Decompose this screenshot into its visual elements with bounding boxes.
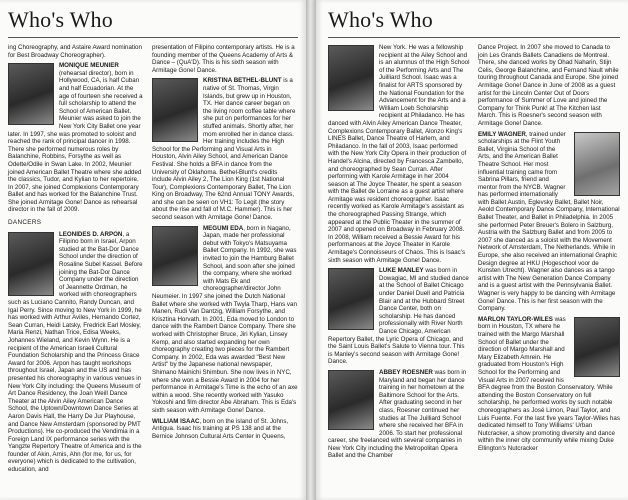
bio-text: , a Filipino born in Israel, Arpon studied at the Bat-Dor Dance School under the direction of Rosaline Subel Kassel. Before joining the Bat-Dor Dance Company under the direction of Jeannette Ordman, he worked with choreographers such as Luciano Cannito, Randy Duncan, and Igal Perry. Since moving to New York in 1999, he has worked with Arthur Aviles, Hernando Cortez, Sean Curran, Heidi Latsky, Fredrick Earl Mosley, Maria Renzi, Nathan Trice, Edisa Weeks, Johannes Wieland, and Kevin Wynn. He is a recipient of the American Israeli Cultural Foundation Scholarship and the Princess Grace Award for 2006. Arpon has taught workshops throughout Israel, Japan and the US and has presented his choreography in various venues in New York City including: the Queens Museum of Art Dance Residency, the Joan Weill Dance Theater at the Alvin Ailey American Dance School, the Uptown/Downtown Dance Series at Aaron Davis Hall, the Harry De Jur Playhouse, and Dance New Amsterdam (sponsored by PMT Productions). He co-produced the Vendimia in a Foreign Land IX performance series with the Yangzte Repertory Theatre of America and is the founder of Akin, Arnis, Ahn (for me, for us, for everyone) which is dedicated to the cultivation, education, and bbox=[8, 230, 143, 474]
right-page bbox=[316, 0, 628, 500]
right-column-2 bbox=[478, 44, 620, 455]
bio-leonides-arpon bbox=[8, 231, 144, 474]
bio-name: MEGUMI EDA bbox=[203, 224, 244, 232]
photo-kristina-bethel-blunt bbox=[152, 78, 198, 142]
bio-megumi-eda bbox=[152, 225, 298, 415]
left-column-1 bbox=[8, 44, 144, 477]
photo-luke-manley bbox=[328, 268, 374, 330]
bio-monique-meunier bbox=[8, 62, 144, 214]
page-title: Who's Who bbox=[8, 7, 113, 32]
title-rule bbox=[8, 37, 298, 38]
bio-marlon-taylor-wiles bbox=[478, 316, 620, 453]
title-rule bbox=[328, 37, 620, 38]
bio-emily-wagner bbox=[478, 131, 620, 313]
bio-name: MONIQUE MEUNIER bbox=[59, 62, 119, 70]
bio-text: was born in Maryland and began her dance training in her hometown at the Baltimore School for the Arts. After graduating second in her class, Roesner continued her studies at The Juilliard School where she received her BFA in 2006. To start her professional career, she freelanced with several companies in New York City including the Metropolitan Opera Ballet and the Chamber bbox=[328, 368, 467, 460]
right-column-1 bbox=[328, 44, 470, 463]
bio-text: , born in Nagano, Japan, made her professional debut with Tokyo's Matsuyama Ballet Company. In 1992, she was invited to join the Hamburg Ballet School, and soon after she joined the company, where she worked with Mats Ek and choreographer/director John Neumeier. In 1997 she joined the Dutch National Ballet where she worked with Twyla Tharp, Hans van Manen, Rudi Van Dantzig, William Forsythe, and Krisztina Horvath. In 2001, Eda moved to London to dance with the Rambert Dance Company. There she worked with Christopher Bruce, Jiri Kylian, Linsey Kemp, and also started expanding her own choreography creating two pieces for the Rambert Company. In 2002, Eda was awarded "Best New Artist" by the Japanese national newspaper, Shimano Mainichi Shimbun. She now lives in NYC, where she won a Bessie Award in 2004 for her performance in Armitage's Time is the echo of an axe within a wood. She recently worked with Yasuko Yokoshi and film director Abe Abraham. This is Eda's sixth season with Armitage Gone! Dance. bbox=[152, 224, 298, 414]
bio-luke-manley bbox=[328, 267, 470, 366]
bio-kristina-bethel-blunt bbox=[152, 77, 298, 221]
bio-name: ABBEY ROESNER bbox=[379, 368, 433, 376]
arpon-continued: presentation of Filipino contemporary artists. He is a founding member of the Queens Academy of Arts & Dance – (QuA'D). This is his sixth season with Armitage Gone! Dance. bbox=[152, 44, 295, 74]
left-page bbox=[0, 0, 306, 500]
bio-name: KRISTINA BETHEL-BLUNT bbox=[203, 77, 282, 85]
book-gutter bbox=[306, 0, 316, 500]
bio-text: (rehearsal director), born in Hollywood, CA, is half Cuban and half Ecuadorian. At the age of fourteen she received a full scholarship to attend the School of American Ballet. Meunier was asked to join the New York City Ballet one year later. In 1997, she was promoted to soloist and reached the rank of principal dancer in 1998. There she performed numerous roles by Balanchine, Robbins, Forsythe as well as Odette/Odile in Swan Lake. In 2002, Meunier joined American Ballet Theatre where she added the classics, Tudor, and Kylian to her repertoire. In 2007, she joined Complexions Contemporary Ballet and has worked for the Balanchine Trust. She joined Armitage Gone! Dance as rehearsal director in the fall of 2009. bbox=[8, 69, 143, 214]
bio-text: was born in Dowagiac, MI and studied dance at the School of Ballet Chicago under Daniel Duell and Patricia Blair and at the Hubbard Street Dance Center, both on scholarship. He has danced professionally with River North Dance Chicago, American Repertory Ballet, the Lyric Opera of Chicago, and the Saint Louis Ballet's Salute to Vienna tour. This is Manley's second season with Armitage Gone! Dance. bbox=[328, 267, 469, 366]
bio-william-isaac bbox=[152, 418, 298, 441]
page-title: Who's Who bbox=[328, 7, 433, 32]
bio-text: New York. He was a fellowship recipient at the Ailey School and is an alumnus of the High School of the Performing Arts and The Juilliard School. Isaac was a finalist for ARTS sponsored by the National Foundation for the Advancement for the Arts and a William Loeb Scholarship recipient at Philadanco. He has danced with Alvin Ailey American Dance Theater, Complexions Contemporary Ballet, Alonzo King's LINES Ballet, Dance Theatre of Harlem, and Philadanco. In the fall of 2003, Isaac performed with the New York City Opera in their production of Handel's Alcina, directed by Francesca Zambello, and choreographed by Sean Curran. After performing with Karole Armitage in her 2004 season at The Joyce Theater, he spent a season with the Ballet de Lorraine as a guest artist where Armitage was resident choreographer. Isaac recently worked as Karole Armitage's assistant as the choreographed Passing Strange, which appeared at the Public Theater in the summer of 2007 and opened on Broadway in February 2008. In 2008, William received a Bessie Award for his performances at the Joyce Theater in Karole Armitage's Connoisseurs of Chaos. This is Isaac's sixth season with Armitage Gone! Dance. bbox=[328, 44, 470, 264]
bio-text: is a native of St. Thomas, Virgin Islands, but grew up in Houston, TX. Her dance career began on the living room coffee table where she put on performances for her stuffed animals. Shortly after, her mom enrolled her in dance class. Her training includes the High School for the Performing and Visual Arts in Houston, Alvin Ailey School, and American Dance Festival. She holds a BFA in dance from the University of Oklahoma. Bethel-Blunt's credits include Alvin Ailey 2, The Lion King (1st National Tour), Complexions Contemporary Ballet, The Lion King on Broadway, The 62nd Annual TONY Awards, and she can be seen on VH1: To Legit (the story about the rise and fall of M.C. Hammer). This is her second season with Armitage Gone! Dance. bbox=[152, 77, 296, 222]
section-heading: DANCERS bbox=[8, 219, 42, 227]
photo-abbey-roesner bbox=[328, 370, 374, 430]
photo-marlon-taylor-wiles bbox=[574, 317, 620, 377]
photo-william-isaac bbox=[328, 45, 374, 111]
intro-text: ing Choreography, and Astaire Award nomination for Best Broadway Choreographer). bbox=[8, 44, 142, 59]
bio-abbey-roesner bbox=[328, 369, 470, 460]
bio-name: EMILY WAGNER bbox=[478, 130, 526, 138]
photo-monique-meunier bbox=[8, 63, 54, 125]
bio-name: LUKE MANLEY bbox=[379, 267, 424, 275]
bio-text: , born on the island of St. Johns, Antigua. Isaac his training at PS 138 and at the Bernice Johnson Cultural Arts Center in Queens, bbox=[152, 417, 289, 440]
bio-name: LEONIDES D. ARPON bbox=[59, 230, 123, 238]
photo-emily-wagner bbox=[574, 132, 620, 196]
left-column-2 bbox=[152, 44, 298, 443]
photo-leonides-arpon bbox=[8, 232, 54, 296]
bio-william-isaac-continued bbox=[328, 44, 470, 264]
bio-text: , trained under scholarships at the Flint Youth Ballet, Virginia School of the Arts, and the American Ballet Theatre School. Her most influential training came from Sabrina Pillars, friend and mentor from the NYCB. Wagner has performed internationally with Ballet Austin, Eglevsky Ballet, Ballet Noir, Aeold Contemporary Dance Company, International Ballet Theater, and Ballet in Philadelphia. In 2005 she performed Peter Breuer's Bolero in Salzburg, Austria with the Salzburg Ballet and from 2005 to 2007 she danced as a soloist with the Movement Network of Amsterdam, The Netherlands. While in Europe, she also received an international Graphic Design degree at HKU (Hogeschool voor de Kunsten Utrecht). Wagner also dances as a tango artist with The New Generation Dance Company and is a guest artist with the Pennsylvania Ballet. Wagner is very happy to be dancing with Armitage Gone! Dance. This is her first season with the Company. bbox=[478, 130, 620, 313]
roesner-continued: Dance Project. In 2007 she moved to Canada to join Les Grands Ballets Canadiens de Montreal. There, she danced works by Ohad Naharin, Stijn Celis, George Balanchine, and Fernand Nault while touring throughout Canada and Europe. She joined Armitage Gone! Dance in June of 2008 as a guest artist for the Lincoln Center Out of Doors performance of Summer of Love and joined the Company for Think Punk! at The Kitchen last March. This is Roesner's second season with Armitage Gone! Dance. bbox=[478, 44, 619, 127]
bio-name: MARLON TAYLOR-WILES bbox=[478, 315, 553, 323]
photo-megumi-eda bbox=[152, 226, 198, 286]
bio-text: was born in Houston, TX where he trained with the Margo Marshall School of Ballet under the direction of Margo Marshall and Mary Elizabeth Amrein. He graduated from Houston's High School for the Performing and Visual Arts in 2007 received his BFA degree from the Boston Conservatory. While attending the Boston Conservatory on full scholarship, he performed works by such notable choreographers as José Limon, Paul Taylor, and Luis Fuente. For the last five years Taylor-Wiles has dedicated himself to Tony Williams' Urban Nutcracker, a show promoting diversity and dance within the inner city community while mixing Duke Ellington's Nutcracker bbox=[478, 315, 620, 452]
bio-name: WILLIAM ISAAC bbox=[152, 417, 200, 425]
